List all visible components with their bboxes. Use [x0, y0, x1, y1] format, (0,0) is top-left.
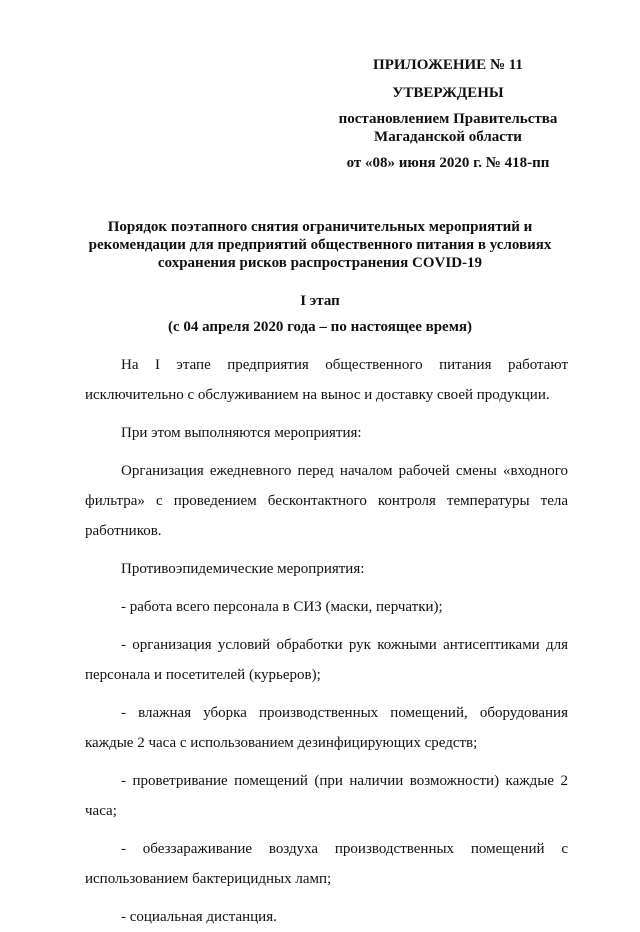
paragraph-measures-intro: При этом выполняются мероприятия: — [121, 425, 362, 441]
paragraph-intro: На I этапе предприятия общественного питания работают исключительно с обслуживанием на вынос и доставку своей продукции. — [85, 357, 568, 403]
approved-label: УТВЕРЖДЕНЫ — [392, 85, 504, 101]
list-item-social-distance: - социальная дистанция. — [121, 909, 277, 925]
paragraph-anti-epidemic-heading: Противоэпидемические мероприятия: — [121, 561, 365, 577]
decree-authority: постановлением Правительства Магаданской области — [338, 111, 558, 145]
document-body — [85, 350, 568, 932]
list-item-air-disinfection: - обеззараживание воздуха производственных помещений с использованием бактерицидных ламп; — [85, 841, 568, 887]
list-item-wet-cleaning: - влажная уборка производственных помещений, оборудования каждые 2 часа с использованием дезинфицирующих средств; — [85, 705, 568, 751]
decree-date-number: от «08» июня 2020 г. № 418-пп — [346, 155, 550, 171]
stage-label: I этап — [300, 293, 340, 309]
stage-period: (с 04 апреля 2020 года – по настоящее время) — [167, 319, 473, 335]
document-title: Порядок поэтапного снятия ограничительных мероприятий и рекомендации для предприятий общественного питания в условиях сохранения рисков распространения COVID-19 — [88, 219, 552, 271]
list-item-ventilation: - проветривание помещений (при наличии возможности) каждые 2 часа; — [85, 773, 568, 819]
list-item-hand-antiseptics: - организация условий обработки рук кожными антисептиками для персонала и посетителей (курьеров); — [85, 637, 568, 683]
paragraph-entry-filter: Организация ежедневного перед началом рабочей смены «входного фильтра» с проведением бесконтактного контроля температуры тела работников. — [85, 463, 568, 539]
list-item-ppe: - работа всего персонала в СИЗ (маски, перчатки); — [121, 599, 443, 615]
appendix-number: ПРИЛОЖЕНИЕ № 11 — [373, 57, 523, 73]
